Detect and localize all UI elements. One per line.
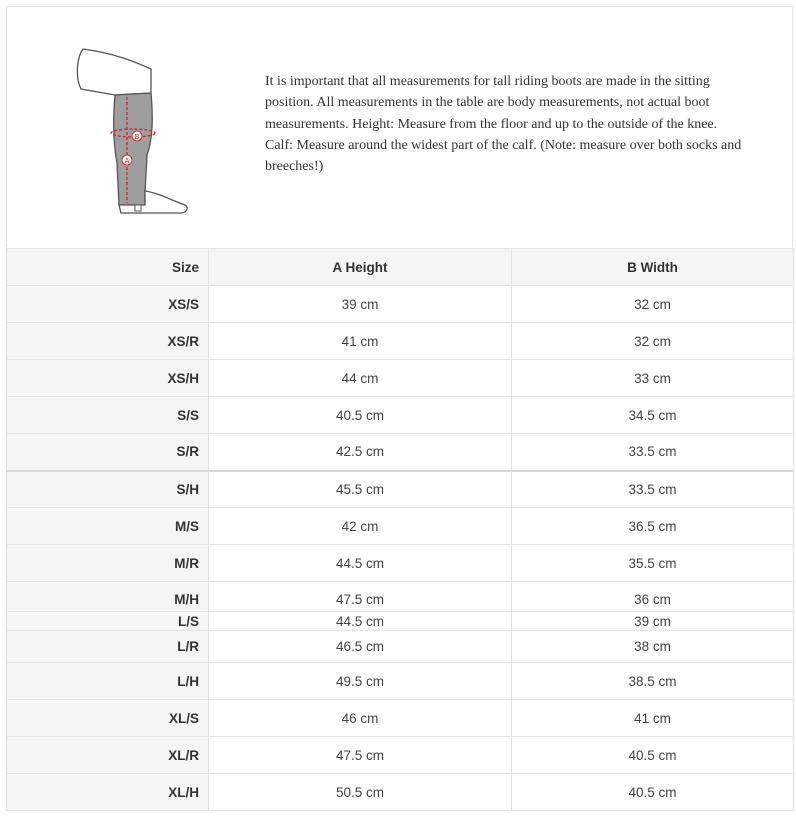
width-cell: 40.5 cm (512, 737, 794, 774)
table-row (7, 286, 794, 323)
size-cell: S/S (7, 397, 209, 434)
height-cell: 47.5 cm (209, 582, 512, 612)
height-cell: 41 cm (209, 323, 512, 360)
table-row (7, 582, 794, 612)
height-cell: 49.5 cm (209, 663, 512, 700)
table-row (7, 737, 794, 774)
width-cell: 39 cm (512, 612, 794, 631)
table-row (7, 471, 794, 508)
table-row (7, 508, 794, 545)
table-row (7, 612, 794, 631)
height-cell: 42.5 cm (209, 434, 512, 471)
height-cell: 44.5 cm (209, 612, 512, 631)
size-cell: XL/R (7, 737, 209, 774)
size-cell: M/S (7, 508, 209, 545)
size-guide-intro (6, 6, 793, 247)
column-header-height: A Height (209, 249, 512, 286)
size-cell: XS/S (7, 286, 209, 323)
width-cell: 40.5 cm (512, 774, 794, 811)
size-cell: L/R (7, 631, 209, 663)
height-cell: 45.5 cm (209, 471, 512, 508)
width-cell: 33.5 cm (512, 471, 794, 508)
height-cell: 40.5 cm (209, 397, 512, 434)
table-row (7, 663, 794, 700)
width-cell: 38 cm (512, 631, 794, 663)
width-cell: 33.5 cm (512, 434, 794, 471)
table-row (7, 323, 794, 360)
column-header-width: B Width (512, 249, 794, 286)
table-header-row (7, 249, 794, 286)
marker-b-label: B (134, 133, 140, 141)
height-cell: 39 cm (209, 286, 512, 323)
height-cell: 44 cm (209, 360, 512, 397)
width-cell: 33 cm (512, 360, 794, 397)
leg-measurement-diagram-icon (73, 43, 193, 219)
size-cell: M/R (7, 545, 209, 582)
width-cell: 41 cm (512, 700, 794, 737)
size-cell: S/R (7, 434, 209, 471)
height-cell: 42 cm (209, 508, 512, 545)
column-header-size: Size (7, 249, 209, 286)
size-cell: L/S (7, 612, 209, 631)
width-cell: 36 cm (512, 582, 794, 612)
height-cell: 46.5 cm (209, 631, 512, 663)
size-cell: XL/S (7, 700, 209, 737)
size-cell: XS/R (7, 323, 209, 360)
width-cell: 32 cm (512, 323, 794, 360)
width-cell: 38.5 cm (512, 663, 794, 700)
table-row (7, 397, 794, 434)
table-row (7, 774, 794, 811)
width-cell: 34.5 cm (512, 397, 794, 434)
size-cell: M/H (7, 582, 209, 612)
size-cell: L/H (7, 663, 209, 700)
measurement-instructions: It is important that all measurements for tall riding boots are made in the sitting position. All measurements in the table are body measurements, not actual boot measurements. Height: Measure from the floor and up to the outside of the knee. Calf: Measure around the widest part of the calf. (Note: measure over both socks and breeches!) (265, 74, 742, 175)
height-cell: 47.5 cm (209, 737, 512, 774)
size-cell: S/H (7, 471, 209, 508)
size-cell: XS/H (7, 360, 209, 397)
size-table (6, 248, 794, 811)
height-cell: 44.5 cm (209, 545, 512, 582)
marker-a-label: A (124, 157, 130, 165)
table-row (7, 700, 794, 737)
width-cell: 32 cm (512, 286, 794, 323)
width-cell: 35.5 cm (512, 545, 794, 582)
table-row (7, 545, 794, 582)
table-row (7, 434, 794, 471)
height-cell: 50.5 cm (209, 774, 512, 811)
height-cell: 46 cm (209, 700, 512, 737)
table-row (7, 360, 794, 397)
table-row (7, 631, 794, 663)
size-cell: XL/H (7, 774, 209, 811)
width-cell: 36.5 cm (512, 508, 794, 545)
